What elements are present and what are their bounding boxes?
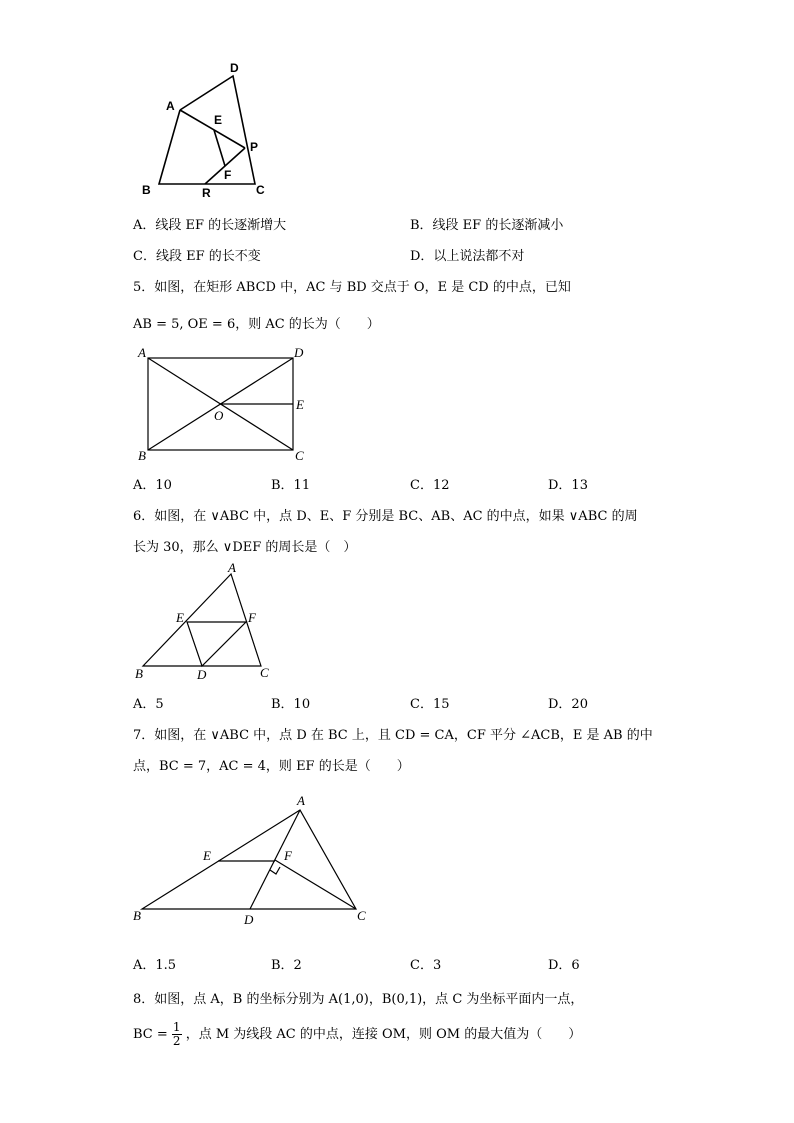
label-e: E — [176, 610, 184, 625]
label-o: O — [214, 408, 224, 423]
q5-option-b: B．11 — [271, 478, 311, 493]
label-c: C — [260, 665, 269, 680]
label-b: B — [133, 908, 141, 923]
q6-text-line2: 长为 30，那么 ∨DEF 的周长是（ ） — [133, 540, 357, 555]
q8-fraction — [172, 1021, 182, 1048]
q7-text-line1: 7．如图，在 ∨ABC 中，点 D 在 BC 上，且 CD = CA，CF 平分 ∠ACB，E 是 AB 的中 — [133, 728, 653, 743]
figure-q7 — [130, 790, 375, 930]
figure-q4-svg — [126, 58, 276, 200]
q5-text-line2: AB = 5, OE = 6，则 AC 的长为（ ） — [133, 317, 380, 332]
label-p: P — [250, 140, 259, 154]
segment-ad — [250, 810, 300, 909]
label-e: E — [203, 848, 211, 863]
figure-q5 — [134, 344, 314, 466]
label-d: D — [294, 345, 304, 360]
q6-option-c: C．15 — [410, 697, 450, 712]
label-c: C — [357, 908, 366, 923]
q7-option-b: B．2 — [271, 958, 302, 973]
figure-q6-svg — [133, 560, 278, 685]
label-b: B — [135, 666, 143, 681]
q4-option-a: A．线段 EF 的长逐渐增大 — [133, 218, 287, 233]
q8-bc-prefix: BC = — [133, 1027, 168, 1042]
label-d: D — [197, 667, 207, 682]
q6-option-d: D．20 — [548, 697, 588, 712]
figure-q6 — [133, 560, 278, 685]
label-b: B — [138, 448, 146, 463]
triangle-abc — [142, 810, 356, 909]
label-r: R — [202, 186, 211, 200]
q7-option-c: C．3 — [410, 958, 442, 973]
q5-text-line1: 5．如图，在矩形 ABCD 中，AC 与 BD 交点于 O，E 是 CD 的中点，已知 — [133, 280, 571, 295]
label-c: C — [256, 183, 265, 197]
q6-text-line1: 6．如图，在 ∨ABC 中，点 D、E、F 分别是 BC、AB、AC 的中点，如果 ∨ABC 的周 — [133, 509, 638, 524]
q8-fraction-denominator: 2 — [172, 1034, 181, 1048]
label-d: D — [230, 61, 239, 75]
q4-option-c: C．线段 EF 的长不变 — [133, 249, 261, 264]
triangle-abc — [143, 574, 261, 666]
label-f: F — [224, 168, 232, 182]
segment-ap — [180, 110, 245, 148]
q4-option-d: D．以上说法都不对 — [410, 249, 525, 264]
q8-line2-rest: ，点 M 为线段 AC 的中点，连接 OM，则 OM 的最大值为（ ） — [185, 1027, 582, 1042]
q5-option-c: C．12 — [410, 478, 450, 493]
label-f: F — [284, 848, 292, 863]
triangle-def — [187, 622, 246, 666]
segment-cf — [275, 860, 356, 909]
label-a: A — [166, 99, 175, 113]
label-a: A — [138, 345, 146, 360]
label-e: E — [214, 113, 223, 127]
q7-option-d: D．6 — [548, 958, 580, 973]
q5-option-a: A．10 — [133, 478, 172, 493]
q4-option-b: B．线段 EF 的长逐渐减小 — [410, 218, 564, 233]
q6-option-a: A．5 — [133, 697, 164, 712]
label-b: B — [142, 183, 151, 197]
label-a: A — [297, 793, 305, 808]
figure-q7-svg — [130, 790, 375, 930]
q8-fraction-numerator: 1 — [172, 1020, 181, 1034]
label-d: D — [244, 912, 254, 927]
q7-text-line2: 点，BC = 7，AC = 4，则 EF 的长是（ ） — [133, 759, 410, 774]
label-f: F — [248, 610, 256, 625]
right-angle-mark — [270, 867, 280, 874]
label-c: C — [295, 448, 304, 463]
label-a: A — [228, 560, 236, 575]
label-e: E — [296, 397, 304, 412]
q6-option-b: B．10 — [271, 697, 311, 712]
q8-text-line2 — [133, 1020, 581, 1050]
figure-q4 — [126, 58, 276, 200]
q7-option-a: A．1.5 — [133, 958, 177, 973]
figure-q5-svg — [134, 344, 314, 466]
q8-text-line1: 8．如图，点 A，B 的坐标分别为 A(1,0)，B(0,1)，点 C 为坐标平面内一点， — [133, 992, 584, 1007]
q5-option-d: D．13 — [548, 478, 588, 493]
quad-abcd — [159, 76, 255, 184]
